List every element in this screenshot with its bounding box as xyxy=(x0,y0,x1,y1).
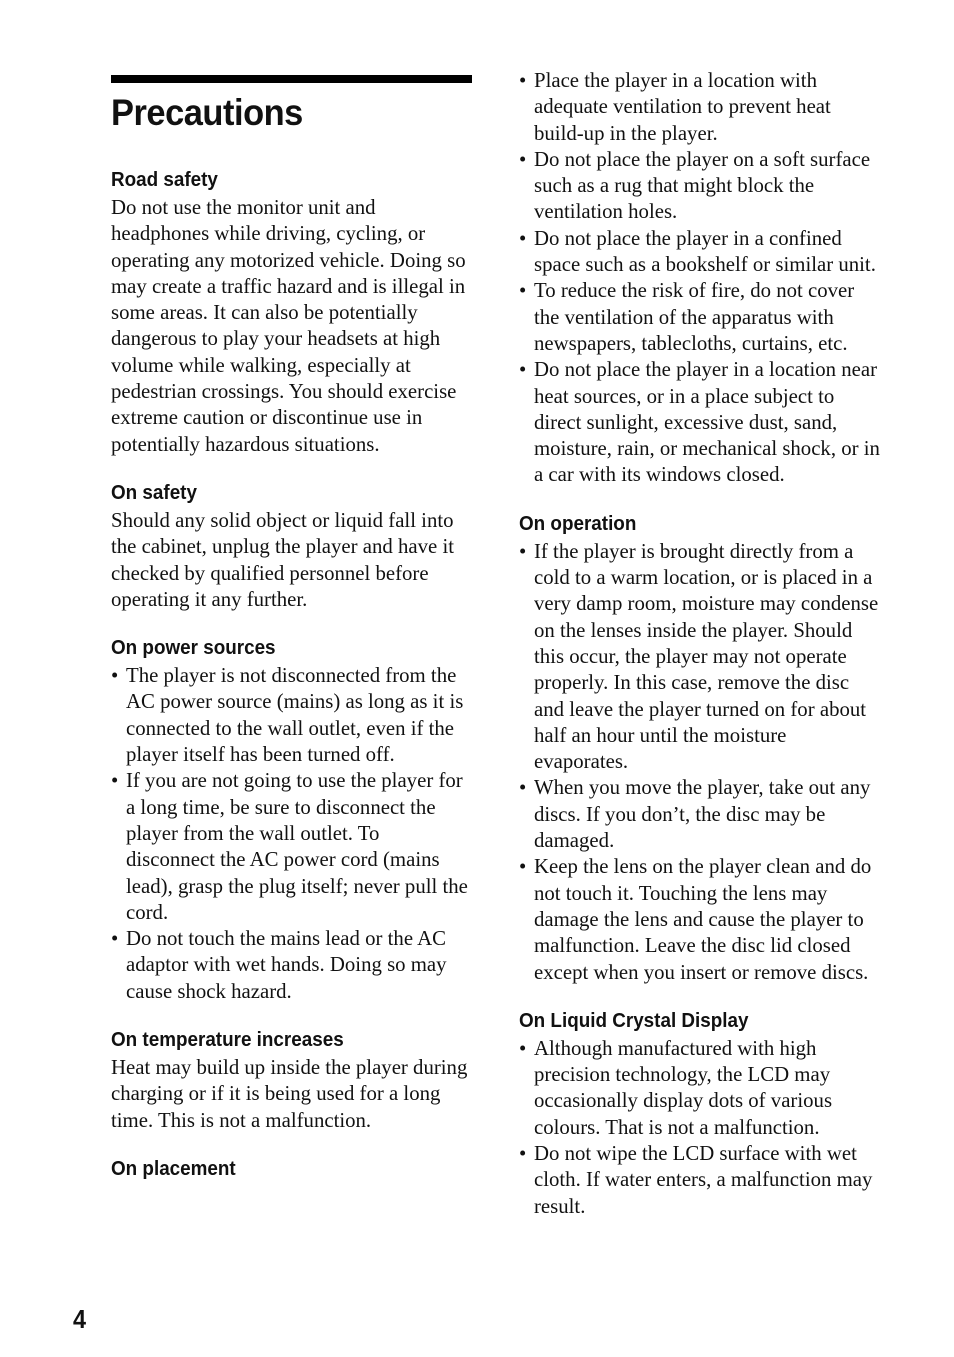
list-item: • When you move the player, take out any discs. If you don’t, the disc may be damaged. xyxy=(519,775,881,854)
list-item: • To reduce the risk of fire, do not cover the ventilation of the apparatus with newspapers, tablecloths, curtains, etc. xyxy=(519,278,881,357)
list-item: • The player is not disconnected from the AC power source (mains) as long as it is connected to the wall outlet, even if the player itself has been turned off. xyxy=(111,663,473,768)
section-paragraph: Should any solid object or liquid fall into the cabinet, unplug the player and have it checked by qualified personnel before operating it any further. xyxy=(111,508,455,611)
list-item: • Place the player in a location with adequate ventilation to prevent heat build-up in the player. xyxy=(519,68,881,147)
list-item: • Do not place the player in a confined space such as a bookshelf or similar unit. xyxy=(519,226,881,279)
section-on-temperature-increases xyxy=(111,1025,473,1134)
section-on-safety xyxy=(111,478,473,613)
section-heading: On placement xyxy=(111,1156,236,1180)
list-item: • Do not touch the mains lead or the AC adaptor with wet hands. Doing so may cause shock hazard. xyxy=(111,926,473,1005)
section-on-placement xyxy=(111,1154,473,1184)
section-road-safety xyxy=(111,165,473,458)
section-heading: On operation xyxy=(519,511,637,535)
section-paragraph: Heat may build up inside the player during charging or if it is being used for a long time. This is not a malfunction. xyxy=(111,1056,468,1132)
title-rule xyxy=(111,75,472,83)
right-column xyxy=(519,68,881,1220)
left-column xyxy=(111,165,473,1184)
bullet-list xyxy=(519,68,881,489)
section-on-power-sources xyxy=(111,633,473,1005)
section-heading: Road safety xyxy=(111,168,218,191)
list-item: • Although manufactured with high precision technology, the LCD may occasionally display dots of various colours. That is not a malfunction. xyxy=(519,1036,881,1141)
bullet-list xyxy=(111,663,473,1005)
section-on-operation xyxy=(519,509,881,986)
list-item: • Do not place the player in a location near heat sources, or in a place subject to direct sunlight, excessive dust, sand, moisture, rain, or mechanical shock, or in a car with its windows closed. xyxy=(519,357,881,488)
page-title: Precautions xyxy=(111,92,303,133)
section-heading: On safety xyxy=(111,480,197,504)
section-heading: On temperature increases xyxy=(111,1028,344,1052)
section-heading: On Liquid Crystal Display xyxy=(519,1008,749,1032)
list-item: • Keep the lens on the player clean and do not touch it. Touching the lens may damage the lens and cause the player to malfunction. Leave the disc lid closed except when you insert or remove discs. xyxy=(519,854,881,985)
bullet-list xyxy=(519,539,881,986)
list-item: • Do not place the player on a soft surface such as a rug that might block the ventilation holes. xyxy=(519,147,881,226)
list-item: • If the player is brought directly from a cold to a warm location, or is placed in a very damp room, moisture may condense on the lenses inside the player. Should this occur, the player may not operate properly. In this case, remove the disc and leave the player turned on for about half an hour until the moisture evaporates. xyxy=(519,539,881,776)
section-on-lcd xyxy=(519,1006,881,1220)
section-placement-continued xyxy=(519,68,881,489)
page-number: 4 xyxy=(73,1304,87,1334)
list-item: • If you are not going to use the player for a long time, be sure to disconnect the player from the wall outlet. To disconnect the AC power cord (mains lead), grasp the plug itself; never pull the cord. xyxy=(111,768,473,926)
list-item: • Do not wipe the LCD surface with wet cloth. If water enters, a malfunction may result. xyxy=(519,1141,881,1220)
bullet-list xyxy=(519,1036,881,1220)
section-paragraph: Do not use the monitor unit and headphones while driving, cycling, or operating any motorized vehicle. Doing so may create a traffic hazard and is illegal in some areas. It can also be potentially dangerous to play your headsets at high volume while walking, especially at pedestrian crossings. You should exercise extreme caution or discontinue use in potentially hazardous situations. xyxy=(111,196,466,456)
section-heading: On power sources xyxy=(111,636,276,660)
